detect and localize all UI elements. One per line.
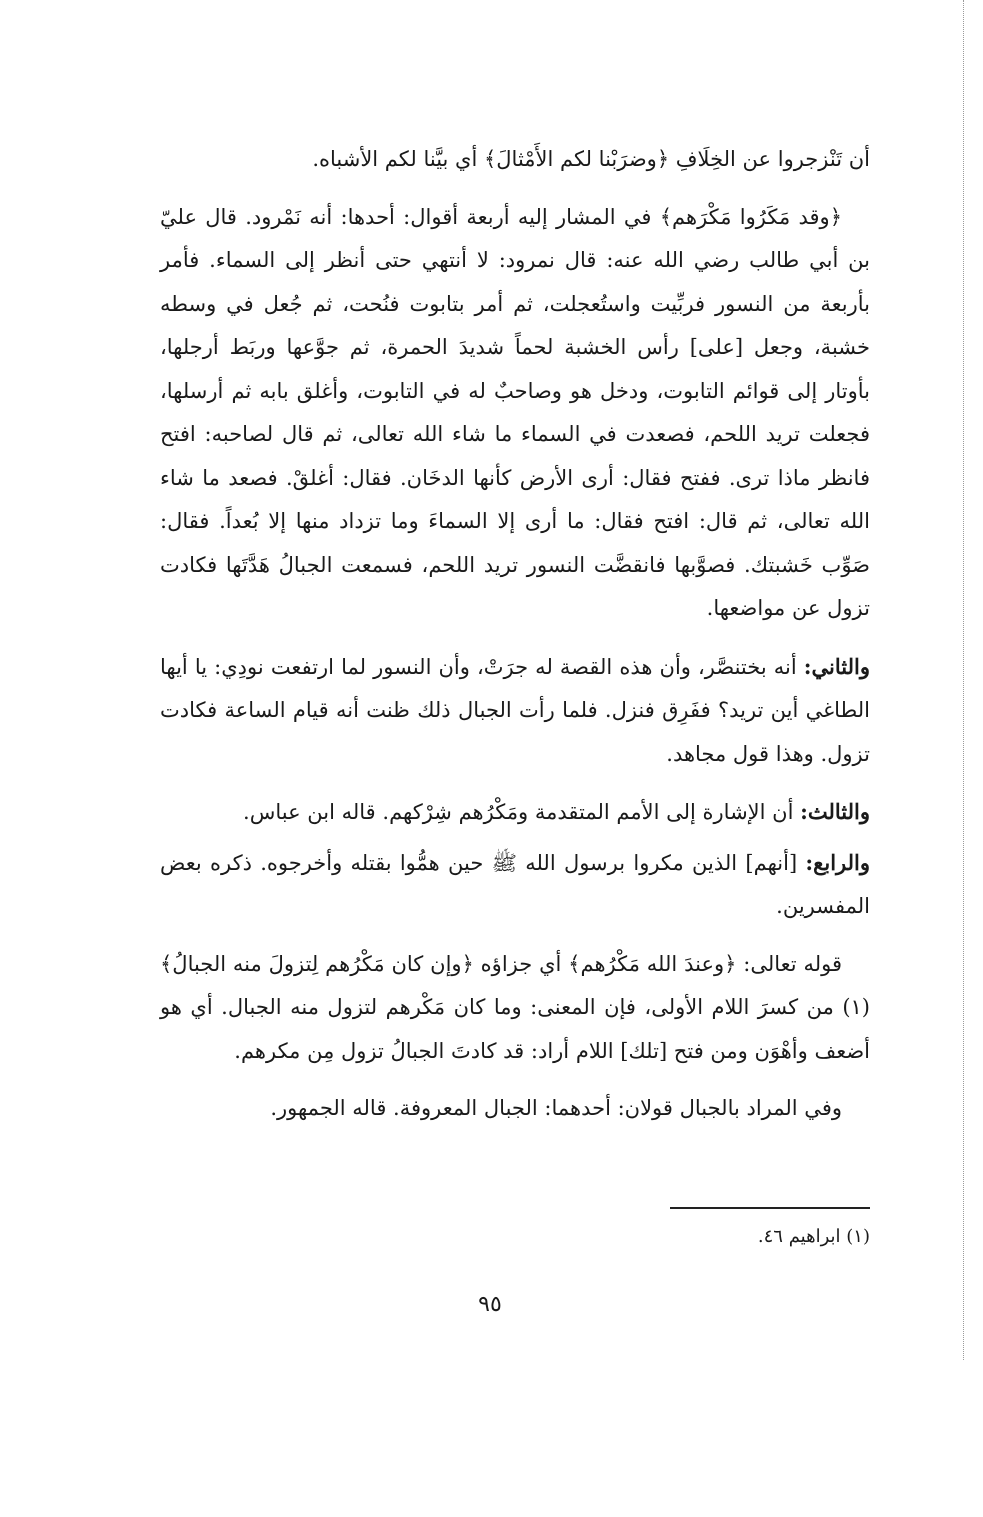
paragraph-2-text: ﴿وقد مَكَرُوا مَكْرَهم﴾ في المشار إليه أربعة أقوال: أحدها: أنه نَمْرود. قال عليّ بن أبي طالب رضي الله عنه: قال نمرود: لا أنتهي حتى أنظر إلى السماء. فأمر بأربعة من النسور فربِّيت واستُعجلت، ثم أمر بتابوت فنُحت، ثم جُعل في وسطه خشبة، وجعل [على] رأس الخشبة لحماً شديدَ الحمرة، ثم جوَّعها وربَط أرجلها، بأوتار إلى قوائم التابوت، ودخل هو وصاحبٌ له في التابوت، وأغلق بابه ثم أرسلها، فجعلت تريد اللحم، فصعدت في السماء ما شاء الله تعالى، ثم قال لصاحبه: افتح فانظر ماذا ترى. ففتح فقال: أرى الأرض كأنها الدخَان. فقال: أغلقْ. فصعد ما شاء الله تعالى، ثم قال: افتح فقال: ما أرى إلا السماءَ وما تزداد منها إلا بُعداً. فقال: صَوِّب خَشبتك. فصوَّبها فانقضَّت النسور تريد اللحم، فسمعت الجبالُ هَدَّتَها فكادت تزول عن مواضعها. bbox=[160, 204, 871, 620]
paragraph-6-text: قوله تعالى: ﴿وعندَ الله مَكْرُهم﴾ أي جزاؤه ﴿وإن كان مَكْرُهم لِتزولَ منه الجبالُ﴾ (١) من كسرَ اللام الأولى، فإن المعنى: وما كان مَكْرهم لتزول منه الجبال. أي هو أضعف وأهْوَن ومن فتح [تلك] اللام أراد: قد كادتَ الجبالُ تزول مِن مكرهم. bbox=[160, 951, 870, 1063]
paragraph-4-lead: والثالث: bbox=[800, 799, 870, 824]
scan-edge-line bbox=[963, 0, 964, 1360]
paragraph-3 bbox=[160, 645, 870, 777]
paragraph-1-text: أن تَنْزجروا عن الخِلَافِ ﴿وضرَبْنا لكم الأَمْثالَ﴾ أي بيَّنا لكم الأشباه. bbox=[312, 147, 870, 171]
paragraph-5-lead: والرابع: bbox=[805, 849, 870, 875]
paragraph-6 bbox=[160, 943, 870, 1074]
main-text bbox=[160, 138, 870, 1145]
footnote: (١) ابراهيم ٤٦. bbox=[757, 1226, 870, 1247]
page-number: ٩٥ bbox=[478, 1292, 502, 1317]
paragraph-3-text: أنه بختنصَّر، وأن هذه القصة له جرَتْ، وأن النسور لما ارتفعت نودِي: يا أيها الطاغي أين تريد؟ ففَرِق فنزل. فلما رأت الجبال ذلك ظنت أنه قيام الساعة فكادت تزول. وهذا قول مجاهد. bbox=[160, 654, 870, 766]
paragraph-4 bbox=[160, 790, 870, 835]
paragraph-1 bbox=[160, 138, 870, 182]
paragraph-4-text: أن الإشارة إلى الأمم المتقدمة ومَكْرُهم شِرْكهم. قاله ابن عباس. bbox=[243, 800, 801, 824]
paragraph-5 bbox=[160, 841, 870, 929]
paragraph-2 bbox=[160, 196, 870, 631]
paragraph-3-lead: والثاني: bbox=[803, 653, 870, 679]
footnote-divider bbox=[670, 1207, 870, 1209]
paragraph-5-text: [أنهم] الذين مكروا برسول الله ﷺ حين همُّوا بقتله وأخرجوه. ذكره بعض المفسرين. bbox=[160, 850, 870, 918]
paragraph-7-text: وفي المراد بالجبال قولان: أحدهما: الجبال المعروفة. قاله الجمهور. bbox=[270, 1096, 842, 1120]
paragraph-7 bbox=[160, 1087, 870, 1131]
